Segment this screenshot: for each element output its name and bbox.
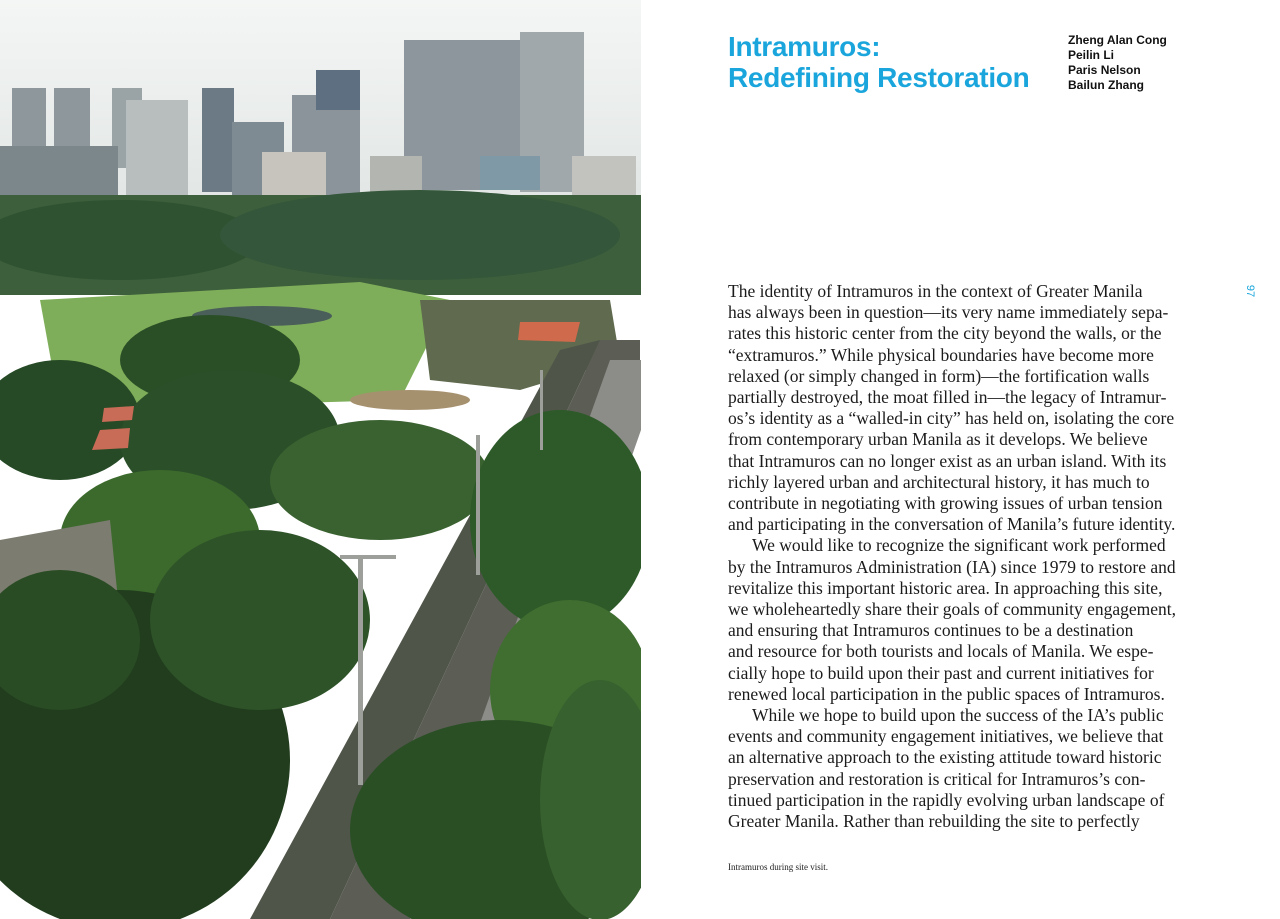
author-list — [1068, 33, 1167, 93]
body-line: “extramuros.” While physical boundaries have become more — [728, 344, 1154, 365]
body-line: cially hope to build upon their past and current initiatives for — [728, 662, 1154, 683]
body-line: that Intramuros can no longer exist as an urban island. With its — [728, 450, 1167, 471]
title-line-1: Intramuros: — [728, 31, 881, 62]
author-name: Paris Nelson — [1068, 63, 1141, 77]
body-line: While we hope to build upon the success of the IA’s public — [752, 705, 1164, 726]
body-line: preservation and restoration is critical for Intramuros’s con- — [728, 768, 1146, 789]
body-line: and ensuring that Intramuros continues to be a destination — [728, 620, 1134, 641]
body-line: from contemporary urban Manila as it develops. We believe — [728, 429, 1148, 450]
body-line: an alternative approach to the existing attitude toward historic — [728, 747, 1162, 768]
author-name: Peilin Li — [1068, 48, 1115, 62]
article-title — [728, 31, 1029, 93]
body-line: os’s identity as a “walled-in city” has held on, isolating the core — [728, 408, 1175, 429]
body-line: contribute in negotiating with growing issues of urban tension — [728, 493, 1163, 514]
body-line: partially destroyed, the moat filled in—the legacy of Intramur- — [728, 387, 1167, 408]
body-line: Greater Manila. Rather than rebuilding the site to perfectly — [728, 811, 1140, 832]
body-line: by the Intramuros Administration (IA) since 1979 to restore and — [728, 556, 1176, 577]
body-line: events and community engagement initiatives, we believe that — [728, 726, 1164, 747]
body-line: We would like to recognize the significant work performed — [752, 535, 1166, 556]
author-name: Zheng Alan Cong — [1068, 33, 1167, 47]
body-line: renewed local participation in the public spaces of Intramuros. — [728, 683, 1165, 704]
body-line: relaxed (or simply changed in form)—the fortification walls — [728, 365, 1150, 386]
body-text — [728, 281, 1228, 832]
body-line: tinued participation in the rapidly evolving urban landscape of — [728, 789, 1165, 810]
body-line: and resource for both tourists and locals of Manila. We espe- — [728, 641, 1154, 662]
photo-caption: Intramuros during site visit. — [728, 862, 828, 872]
body-line: rates this historic center from the city beyond the walls, or the — [728, 323, 1162, 344]
author-name: Bailun Zhang — [1068, 78, 1144, 92]
body-line: we wholeheartedly share their goals of community engagement, — [728, 599, 1177, 620]
body-line: richly layered urban and architectural history, it has much to — [728, 471, 1150, 492]
page-number: 97 — [1244, 284, 1256, 298]
title-line-2: Redefining Restoration — [728, 62, 1030, 93]
body-line: and participating in the conversation of Manila’s future identity. — [728, 514, 1176, 535]
body-line: The identity of Intramuros in the context of Greater Manila — [728, 281, 1143, 301]
body-line: revitalize this important historic area. In approaching this site, — [728, 577, 1163, 598]
body-line: has always been in question—its very name immediately sepa- — [728, 302, 1169, 323]
